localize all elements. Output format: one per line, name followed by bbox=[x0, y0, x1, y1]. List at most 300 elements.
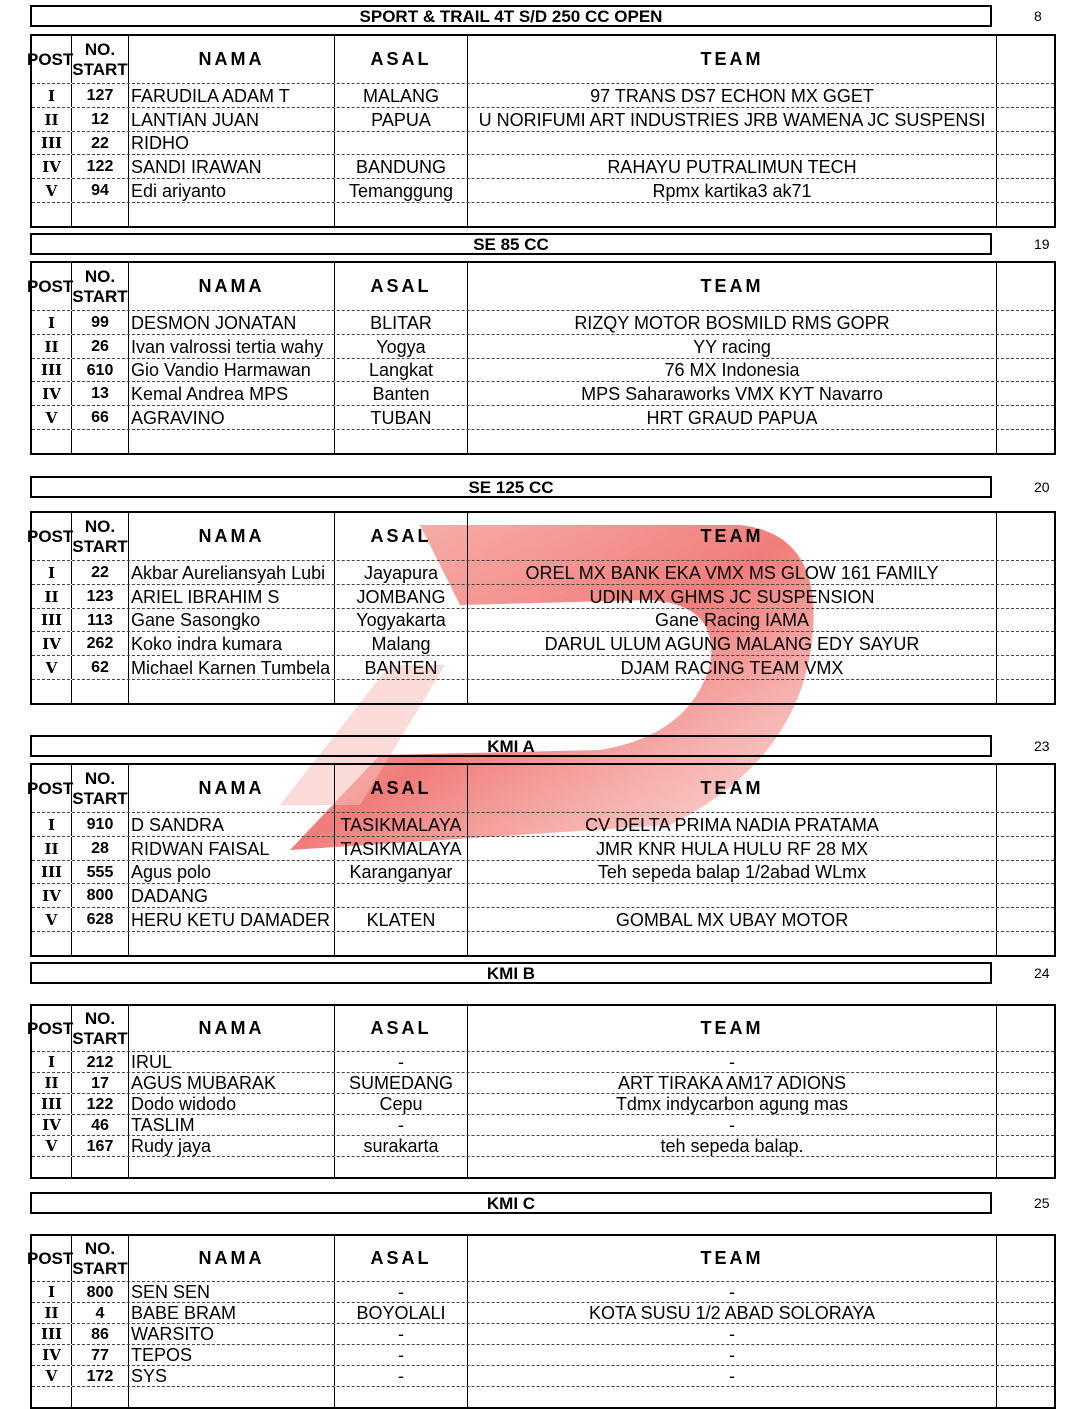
empty-cell bbox=[468, 430, 997, 453]
cell-team: MPS Saharaworks VMX KYT Navarro bbox=[468, 382, 997, 405]
cell-pos: I bbox=[32, 311, 72, 334]
header-no-start bbox=[72, 765, 129, 812]
table-row bbox=[32, 908, 1054, 932]
cell-asal: MALANG bbox=[335, 84, 468, 107]
header-spacer bbox=[997, 263, 1054, 310]
cell-team: OREL MX BANK EKA VMX MS GLOW 161 FAMILY bbox=[468, 561, 997, 584]
cell-pos: IV bbox=[32, 382, 72, 405]
empty-row bbox=[32, 1387, 1054, 1407]
table-row bbox=[32, 585, 1054, 609]
empty-cell bbox=[997, 430, 1054, 453]
table-row bbox=[32, 1282, 1054, 1303]
table-row bbox=[32, 1324, 1054, 1345]
cell-no: 17 bbox=[72, 1073, 129, 1093]
cell-spacer bbox=[997, 1052, 1054, 1072]
cell-spacer bbox=[997, 908, 1054, 931]
cell-nama: LANTIAN JUAN bbox=[129, 108, 335, 131]
cell-nama: IRUL bbox=[129, 1052, 335, 1072]
empty-cell bbox=[32, 680, 72, 703]
empty-cell bbox=[129, 203, 335, 226]
cell-team: - bbox=[468, 1324, 997, 1344]
empty-cell bbox=[335, 932, 468, 955]
cell-pos: I bbox=[32, 84, 72, 107]
table-row bbox=[32, 335, 1054, 359]
table-row bbox=[32, 632, 1054, 656]
cell-nama: Koko indra kumara bbox=[129, 632, 335, 655]
header-no-line1: NO. bbox=[84, 39, 116, 59]
cell-no: 122 bbox=[72, 1094, 129, 1114]
cell-no: 77 bbox=[72, 1345, 129, 1365]
cell-asal: - bbox=[335, 1345, 468, 1365]
table-row bbox=[32, 132, 1054, 155]
cell-team: U NORIFUMI ART INDUSTRIES JRB WAMENA JC SUSPENSI bbox=[468, 108, 997, 131]
cell-pos: IV bbox=[32, 1115, 72, 1135]
cell-pos: V bbox=[32, 908, 72, 931]
table-row bbox=[32, 1136, 1054, 1157]
table-row bbox=[32, 406, 1054, 430]
empty-cell bbox=[335, 680, 468, 703]
cell-no: 167 bbox=[72, 1136, 129, 1156]
cell-asal: KLATEN bbox=[335, 908, 468, 931]
cell-team bbox=[468, 132, 997, 154]
empty-cell bbox=[997, 1157, 1054, 1177]
header-spacer bbox=[997, 765, 1054, 812]
cell-nama: SANDI IRAWAN bbox=[129, 155, 335, 178]
cell-spacer bbox=[997, 1073, 1054, 1093]
results-table bbox=[27, 1004, 1056, 1179]
table-header-row bbox=[27, 1006, 1054, 1052]
cell-nama: Edi ariyanto bbox=[129, 179, 335, 202]
class-number: 20 bbox=[1034, 479, 1050, 495]
cell-spacer bbox=[997, 179, 1054, 202]
cell-pos: II bbox=[32, 335, 72, 358]
cell-pos: III bbox=[32, 609, 72, 631]
cell-team: Tdmx indycarbon agung mas bbox=[468, 1094, 997, 1114]
table-row bbox=[32, 382, 1054, 406]
header-spacer bbox=[997, 513, 1054, 560]
cell-asal: surakarta bbox=[335, 1136, 468, 1156]
empty-cell bbox=[468, 932, 997, 955]
empty-cell bbox=[335, 1157, 468, 1177]
cell-asal: - bbox=[335, 1115, 468, 1135]
cell-asal: Temanggung bbox=[335, 179, 468, 202]
cell-spacer bbox=[997, 1136, 1054, 1156]
cell-pos: V bbox=[32, 1136, 72, 1156]
empty-row bbox=[32, 1157, 1054, 1177]
header-no-line2: START bbox=[72, 536, 128, 556]
empty-cell bbox=[129, 1157, 335, 1177]
header-asal: ASAL bbox=[335, 263, 468, 310]
cell-spacer bbox=[997, 132, 1054, 154]
cell-asal: SUMEDANG bbox=[335, 1073, 468, 1093]
cell-nama: TEPOS bbox=[129, 1345, 335, 1365]
empty-cell bbox=[72, 1157, 129, 1177]
cell-pos: III bbox=[32, 132, 72, 154]
cell-no: 212 bbox=[72, 1052, 129, 1072]
cell-pos: IV bbox=[32, 1345, 72, 1365]
cell-asal: - bbox=[335, 1282, 468, 1302]
table-row bbox=[32, 311, 1054, 335]
cell-no: 99 bbox=[72, 311, 129, 334]
cell-team: DARUL ULUM AGUNG MALANG EDY SAYUR bbox=[468, 632, 997, 655]
cell-nama: RIDWAN FAISAL bbox=[129, 837, 335, 860]
header-no-line1: NO. bbox=[84, 1238, 116, 1258]
table-row bbox=[32, 179, 1054, 203]
cell-no: 628 bbox=[72, 908, 129, 931]
cell-pos: II bbox=[32, 108, 72, 131]
header-spacer bbox=[997, 1236, 1054, 1281]
header-no-start bbox=[72, 1006, 129, 1051]
cell-no: 610 bbox=[72, 359, 129, 381]
cell-no: 172 bbox=[72, 1366, 129, 1386]
header-asal: ASAL bbox=[335, 36, 468, 83]
table-row bbox=[32, 837, 1054, 861]
empty-cell bbox=[32, 1387, 72, 1407]
cell-team: teh sepeda balap. bbox=[468, 1136, 997, 1156]
header-no-line1: NO. bbox=[84, 768, 116, 788]
cell-nama: AGUS MUBARAK bbox=[129, 1073, 335, 1093]
cell-team: - bbox=[468, 1052, 997, 1072]
cell-spacer bbox=[997, 1115, 1054, 1135]
empty-cell bbox=[129, 430, 335, 453]
cell-spacer bbox=[997, 813, 1054, 836]
cell-no: 123 bbox=[72, 585, 129, 608]
header-spacer bbox=[997, 1006, 1054, 1051]
cell-pos: I bbox=[32, 561, 72, 584]
cell-asal: - bbox=[335, 1324, 468, 1344]
cell-asal: Jayapura bbox=[335, 561, 468, 584]
header-no-start bbox=[72, 263, 129, 310]
cell-nama: AGRAVINO bbox=[129, 406, 335, 429]
empty-cell bbox=[335, 1387, 468, 1407]
empty-cell bbox=[129, 932, 335, 955]
header-no-line2: START bbox=[72, 788, 128, 808]
cell-spacer bbox=[997, 311, 1054, 334]
table-row bbox=[32, 84, 1054, 108]
cell-asal: - bbox=[335, 1366, 468, 1386]
cell-pos: III bbox=[32, 861, 72, 883]
header-no-line2: START bbox=[72, 1258, 128, 1278]
table-row bbox=[32, 1052, 1054, 1073]
cell-team: - bbox=[468, 1345, 997, 1365]
cell-spacer bbox=[997, 382, 1054, 405]
cell-team: 97 TRANS DS7 ECHON MX GGET bbox=[468, 84, 997, 107]
class-title: KMI C bbox=[30, 1192, 992, 1214]
empty-cell bbox=[468, 1387, 997, 1407]
empty-cell bbox=[335, 203, 468, 226]
empty-cell bbox=[32, 1157, 72, 1177]
cell-pos: I bbox=[32, 813, 72, 836]
cell-no: 46 bbox=[72, 1115, 129, 1135]
cell-team: ART TIRAKA AM17 ADIONS bbox=[468, 1073, 997, 1093]
cell-no: 800 bbox=[72, 884, 129, 907]
header-no-line1: NO. bbox=[84, 266, 116, 286]
class-number: 19 bbox=[1034, 236, 1050, 252]
cell-team: - bbox=[468, 1366, 997, 1386]
cell-no: 13 bbox=[72, 382, 129, 405]
cell-team: RAHAYU PUTRALIMUN TECH bbox=[468, 155, 997, 178]
empty-cell bbox=[468, 680, 997, 703]
results-table bbox=[27, 261, 1056, 455]
table-row bbox=[32, 359, 1054, 382]
cell-spacer bbox=[997, 108, 1054, 131]
table-header-row bbox=[27, 765, 1054, 813]
header-no-line2: START bbox=[72, 286, 128, 306]
cell-team: DJAM RACING TEAM VMX bbox=[468, 656, 997, 679]
results-table bbox=[27, 34, 1056, 228]
cell-pos: I bbox=[32, 1052, 72, 1072]
empty-cell bbox=[468, 203, 997, 226]
cell-asal: Banten bbox=[335, 382, 468, 405]
cell-team: YY racing bbox=[468, 335, 997, 358]
cell-no: 113 bbox=[72, 609, 129, 631]
cell-asal: BOYOLALI bbox=[335, 1303, 468, 1323]
class-title: KMI A bbox=[30, 735, 992, 757]
cell-pos: II bbox=[32, 837, 72, 860]
class-number: 8 bbox=[1034, 8, 1042, 24]
class-number: 24 bbox=[1034, 965, 1050, 981]
cell-no: 66 bbox=[72, 406, 129, 429]
empty-cell bbox=[72, 680, 129, 703]
table-header-row bbox=[27, 513, 1054, 561]
cell-team: JMR KNR HULA HULU RF 28 MX bbox=[468, 837, 997, 860]
header-pos: POST bbox=[32, 1236, 72, 1281]
cell-spacer bbox=[997, 861, 1054, 883]
cell-asal: JOMBANG bbox=[335, 585, 468, 608]
empty-row bbox=[32, 680, 1054, 703]
cell-nama: DESMON JONATAN bbox=[129, 311, 335, 334]
table-row bbox=[32, 1303, 1054, 1324]
header-team: TEAM bbox=[468, 36, 997, 83]
cell-spacer bbox=[997, 1282, 1054, 1302]
empty-cell bbox=[468, 1157, 997, 1177]
empty-cell bbox=[72, 932, 129, 955]
cell-no: 555 bbox=[72, 861, 129, 883]
table-row bbox=[32, 1094, 1054, 1115]
cell-team: - bbox=[468, 1115, 997, 1135]
cell-no: 12 bbox=[72, 108, 129, 131]
empty-cell bbox=[72, 1387, 129, 1407]
cell-spacer bbox=[997, 1366, 1054, 1386]
header-nama: NAMA bbox=[129, 513, 335, 560]
table-row bbox=[32, 561, 1054, 585]
cell-nama: SEN SEN bbox=[129, 1282, 335, 1302]
class-title: SPORT & TRAIL 4T S/D 250 CC OPEN bbox=[30, 5, 992, 27]
cell-asal: TASIKMALAYA bbox=[335, 837, 468, 860]
cell-team: KOTA SUSU 1/2 ABAD SOLORAYA bbox=[468, 1303, 997, 1323]
empty-cell bbox=[997, 1387, 1054, 1407]
header-team: TEAM bbox=[468, 765, 997, 812]
cell-team bbox=[468, 884, 997, 907]
table-row bbox=[32, 861, 1054, 884]
header-team: TEAM bbox=[468, 513, 997, 560]
cell-team: - bbox=[468, 1282, 997, 1302]
class-number: 23 bbox=[1034, 738, 1050, 754]
cell-asal: Yogya bbox=[335, 335, 468, 358]
cell-nama: Rudy jaya bbox=[129, 1136, 335, 1156]
cell-team: UDIN MX GHMS JC SUSPENSION bbox=[468, 585, 997, 608]
table-row bbox=[32, 1115, 1054, 1136]
header-team: TEAM bbox=[468, 1006, 997, 1051]
cell-no: 4 bbox=[72, 1303, 129, 1323]
empty-cell bbox=[72, 430, 129, 453]
cell-pos: II bbox=[32, 585, 72, 608]
header-pos: POST bbox=[32, 1006, 72, 1051]
cell-nama: FARUDILA ADAM T bbox=[129, 84, 335, 107]
cell-spacer bbox=[997, 1324, 1054, 1344]
empty-cell bbox=[72, 203, 129, 226]
cell-asal: Cepu bbox=[335, 1094, 468, 1114]
cell-no: 910 bbox=[72, 813, 129, 836]
class-title: KMI B bbox=[30, 962, 992, 984]
cell-pos: V bbox=[32, 406, 72, 429]
cell-spacer bbox=[997, 656, 1054, 679]
empty-cell bbox=[32, 932, 72, 955]
table-row bbox=[32, 884, 1054, 908]
header-spacer bbox=[997, 36, 1054, 83]
table-row bbox=[32, 155, 1054, 179]
cell-team: 76 MX Indonesia bbox=[468, 359, 997, 381]
header-team: TEAM bbox=[468, 1236, 997, 1281]
table-row bbox=[32, 108, 1054, 132]
cell-asal: BANTEN bbox=[335, 656, 468, 679]
empty-row bbox=[32, 430, 1054, 453]
cell-nama: Kemal Andrea MPS bbox=[129, 382, 335, 405]
cell-pos: IV bbox=[32, 155, 72, 178]
cell-asal bbox=[335, 132, 468, 154]
cell-asal: PAPUA bbox=[335, 108, 468, 131]
header-nama: NAMA bbox=[129, 1236, 335, 1281]
cell-nama: D SANDRA bbox=[129, 813, 335, 836]
cell-spacer bbox=[997, 359, 1054, 381]
cell-no: 262 bbox=[72, 632, 129, 655]
cell-no: 86 bbox=[72, 1324, 129, 1344]
cell-team: Rpmx kartika3 ak71 bbox=[468, 179, 997, 202]
empty-cell bbox=[129, 1387, 335, 1407]
cell-pos: V bbox=[32, 179, 72, 202]
header-no-line2: START bbox=[72, 1028, 128, 1048]
cell-no: 62 bbox=[72, 656, 129, 679]
header-no-line1: NO. bbox=[84, 516, 116, 536]
header-asal: ASAL bbox=[335, 1006, 468, 1051]
header-no-line2: START bbox=[72, 59, 128, 79]
table-row bbox=[32, 813, 1054, 837]
cell-nama: Agus polo bbox=[129, 861, 335, 883]
cell-team: HRT GRAUD PAPUA bbox=[468, 406, 997, 429]
cell-asal: Yogyakarta bbox=[335, 609, 468, 631]
empty-cell bbox=[32, 430, 72, 453]
header-asal: ASAL bbox=[335, 765, 468, 812]
cell-nama: HERU KETU DAMADER bbox=[129, 908, 335, 931]
cell-spacer bbox=[997, 884, 1054, 907]
header-pos: POST bbox=[32, 263, 72, 310]
cell-asal: Langkat bbox=[335, 359, 468, 381]
cell-spacer bbox=[997, 837, 1054, 860]
empty-cell bbox=[997, 680, 1054, 703]
cell-nama: DADANG bbox=[129, 884, 335, 907]
results-table bbox=[27, 511, 1056, 705]
table-row bbox=[32, 1073, 1054, 1094]
cell-spacer bbox=[997, 632, 1054, 655]
cell-asal: - bbox=[335, 1052, 468, 1072]
cell-asal: Karanganyar bbox=[335, 861, 468, 883]
cell-pos: II bbox=[32, 1303, 72, 1323]
header-no-start bbox=[72, 513, 129, 560]
class-title: SE 125 CC bbox=[30, 476, 992, 498]
cell-team: CV DELTA PRIMA NADIA PRATAMA bbox=[468, 813, 997, 836]
header-no-start bbox=[72, 1236, 129, 1281]
empty-cell bbox=[997, 932, 1054, 955]
header-nama: NAMA bbox=[129, 1006, 335, 1051]
cell-nama: WARSITO bbox=[129, 1324, 335, 1344]
cell-no: 28 bbox=[72, 837, 129, 860]
cell-nama: TASLIM bbox=[129, 1115, 335, 1135]
cell-spacer bbox=[997, 1303, 1054, 1323]
cell-team: RIZQY MOTOR BOSMILD RMS GOPR bbox=[468, 311, 997, 334]
cell-nama: BABE BRAM bbox=[129, 1303, 335, 1323]
cell-asal bbox=[335, 884, 468, 907]
empty-row bbox=[32, 203, 1054, 226]
table-row bbox=[32, 1345, 1054, 1366]
class-number: 25 bbox=[1034, 1195, 1050, 1211]
empty-row bbox=[32, 932, 1054, 955]
cell-team: GOMBAL MX UBAY MOTOR bbox=[468, 908, 997, 931]
cell-asal: BLITAR bbox=[335, 311, 468, 334]
table-header-row bbox=[27, 1236, 1054, 1282]
cell-spacer bbox=[997, 155, 1054, 178]
cell-asal: TASIKMALAYA bbox=[335, 813, 468, 836]
cell-pos: II bbox=[32, 1073, 72, 1093]
cell-spacer bbox=[997, 406, 1054, 429]
cell-nama: Gio Vandio Harmawan bbox=[129, 359, 335, 381]
cell-spacer bbox=[997, 609, 1054, 631]
cell-pos: V bbox=[32, 656, 72, 679]
cell-no: 800 bbox=[72, 1282, 129, 1302]
cell-spacer bbox=[997, 1345, 1054, 1365]
header-no-line1: NO. bbox=[84, 1008, 116, 1028]
cell-nama: Dodo widodo bbox=[129, 1094, 335, 1114]
header-pos: POST bbox=[32, 765, 72, 812]
table-row bbox=[32, 1366, 1054, 1387]
table-header-row bbox=[27, 263, 1054, 311]
cell-no: 122 bbox=[72, 155, 129, 178]
cell-asal: TUBAN bbox=[335, 406, 468, 429]
cell-no: 22 bbox=[72, 561, 129, 584]
cell-pos: V bbox=[32, 1366, 72, 1386]
cell-asal: BANDUNG bbox=[335, 155, 468, 178]
cell-no: 26 bbox=[72, 335, 129, 358]
empty-cell bbox=[32, 203, 72, 226]
cell-spacer bbox=[997, 561, 1054, 584]
table-row bbox=[32, 609, 1054, 632]
header-pos: POST bbox=[32, 513, 72, 560]
empty-cell bbox=[335, 430, 468, 453]
cell-asal: Malang bbox=[335, 632, 468, 655]
results-table bbox=[27, 1234, 1056, 1409]
cell-nama: ARIEL IBRAHIM S bbox=[129, 585, 335, 608]
cell-nama: Ivan valrossi tertia wahy bbox=[129, 335, 335, 358]
cell-team: Gane Racing IAMA bbox=[468, 609, 997, 631]
cell-team: Teh sepeda balap 1/2abad WLmx bbox=[468, 861, 997, 883]
class-title: SE 85 CC bbox=[30, 233, 992, 255]
cell-no: 94 bbox=[72, 179, 129, 202]
cell-spacer bbox=[997, 585, 1054, 608]
cell-no: 127 bbox=[72, 84, 129, 107]
header-asal: ASAL bbox=[335, 513, 468, 560]
cell-spacer bbox=[997, 1094, 1054, 1114]
cell-pos: I bbox=[32, 1282, 72, 1302]
header-pos: POST bbox=[32, 36, 72, 83]
